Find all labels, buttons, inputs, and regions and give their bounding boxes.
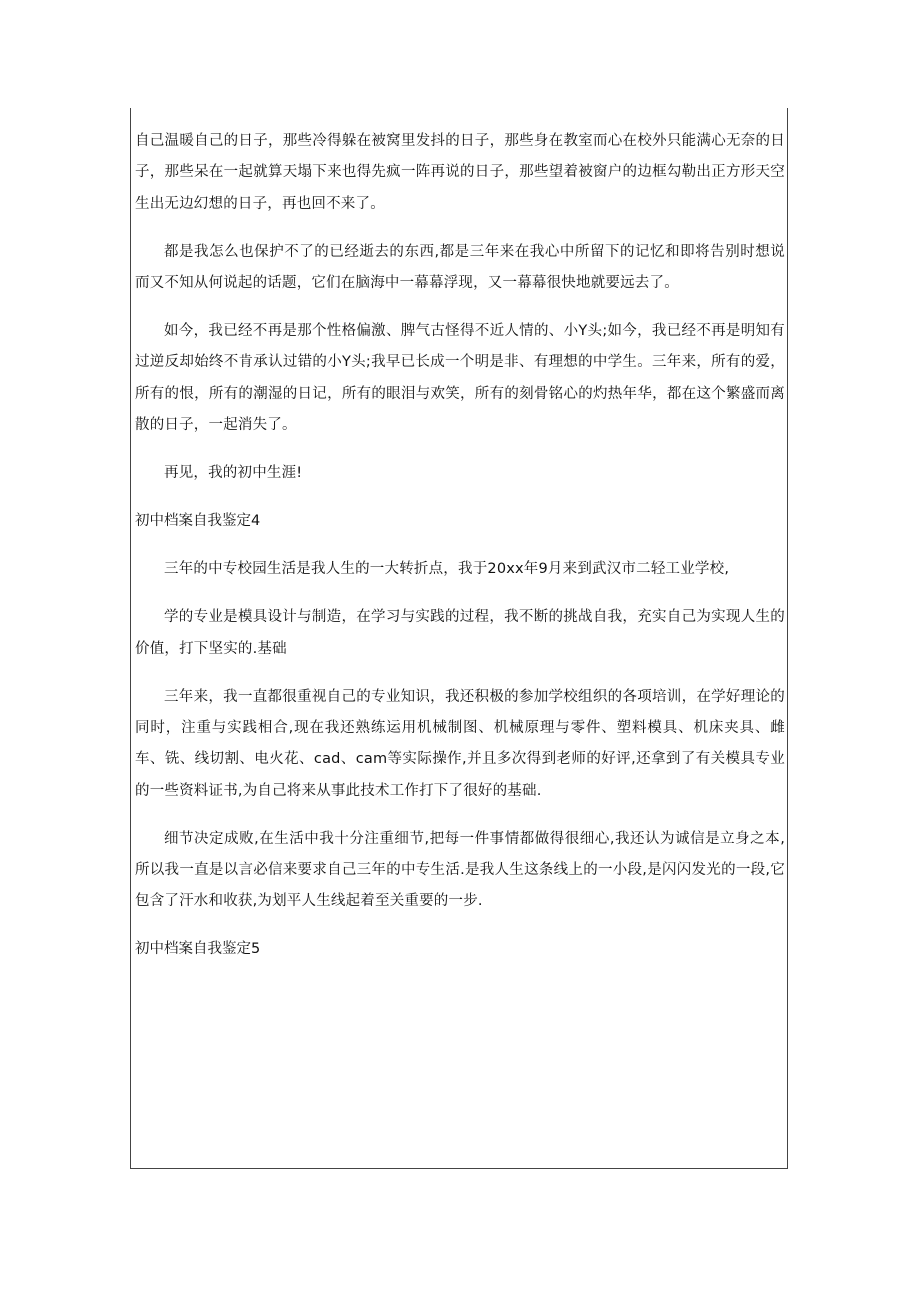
paragraph-farewell: 再见，我的初中生涯! (164, 465, 303, 482)
paragraph-memories: 都是我怎么也保护不了的已经逝去的东西,都是三年来在我心中所留下的记忆和即将告别时想说而又不知从何说起的话题，它们在脑海中一幕幕浮现，又一幕幕很快地就要远去了。 (135, 243, 785, 291)
section-heading-5: 初中档案自我鉴定5 (135, 941, 261, 958)
section-heading-4: 初中档案自我鉴定4 (135, 513, 261, 530)
paragraph-turning-point: 三年的中专校园生活是我人生的一大转折点，我于20xx年9月来到武汉市二轻工业学校, (164, 561, 730, 578)
paragraph-professional-skills: 三年来，我一直都很重视自己的专业知识，我还积极的参加学校组织的各项培训，在学好理论的同时，注重与实践相合,现在我还熟练运用机械制图、机械原理与零件、塑料模具、机床夹具、雌车、铣、线切割、电火花、cad、cam等实际操作,并且多次得到老师的好评,还拿到了有关模具专业的一些资料证书,为自己将来从事此技术工作打下了很好的基础. (135, 688, 785, 799)
paragraph-major: 学的专业是模具设计与制造，在学习与实践的过程，我不断的挑战自我，充实自己为实现人生的价值，打下坚实的.基础 (135, 609, 785, 657)
paragraph-growing-up: 如今，我已经不再是那个性格偏激、脾气古怪得不近人情的、小Y头;如今，我已经不再是明知有过逆反却始终不肯承认过错的小Y头;我早已长成一个明是非、有理想的中学生。三年来，所有的爱，所有的恨，所有的潮湿的日记，所有的眼泪与欢笑，所有的刻骨铭心的灼热年华，都在这个繁盛而离散的日子，一起消失了。 (135, 323, 785, 433)
paragraph-days-gone: 自己温暖自己的日子，那些冷得躲在被窝里发抖的日子，那些身在教室而心在校外只能满心无奈的日子，那些呆在一起就算天塌下来也得先疯一阵再说的日子，那些望着被窗户的边框勾勒出正方形天空生出无边幻想的日子，再也回不来了。 (135, 133, 785, 212)
document-body (135, 126, 785, 966)
paragraph-details-honesty: 细节决定成败,在生活中我十分注重细节,把每一件事情都做得很细心,我还认为诚信是立身之本,所以我一直是以言必信来要求自己三年的中专生活.是我人生这条线上的一小段,是闪闪发光的一段,它包含了汗水和收获,为划平人生线起着至关重要的一步. (135, 830, 785, 910)
